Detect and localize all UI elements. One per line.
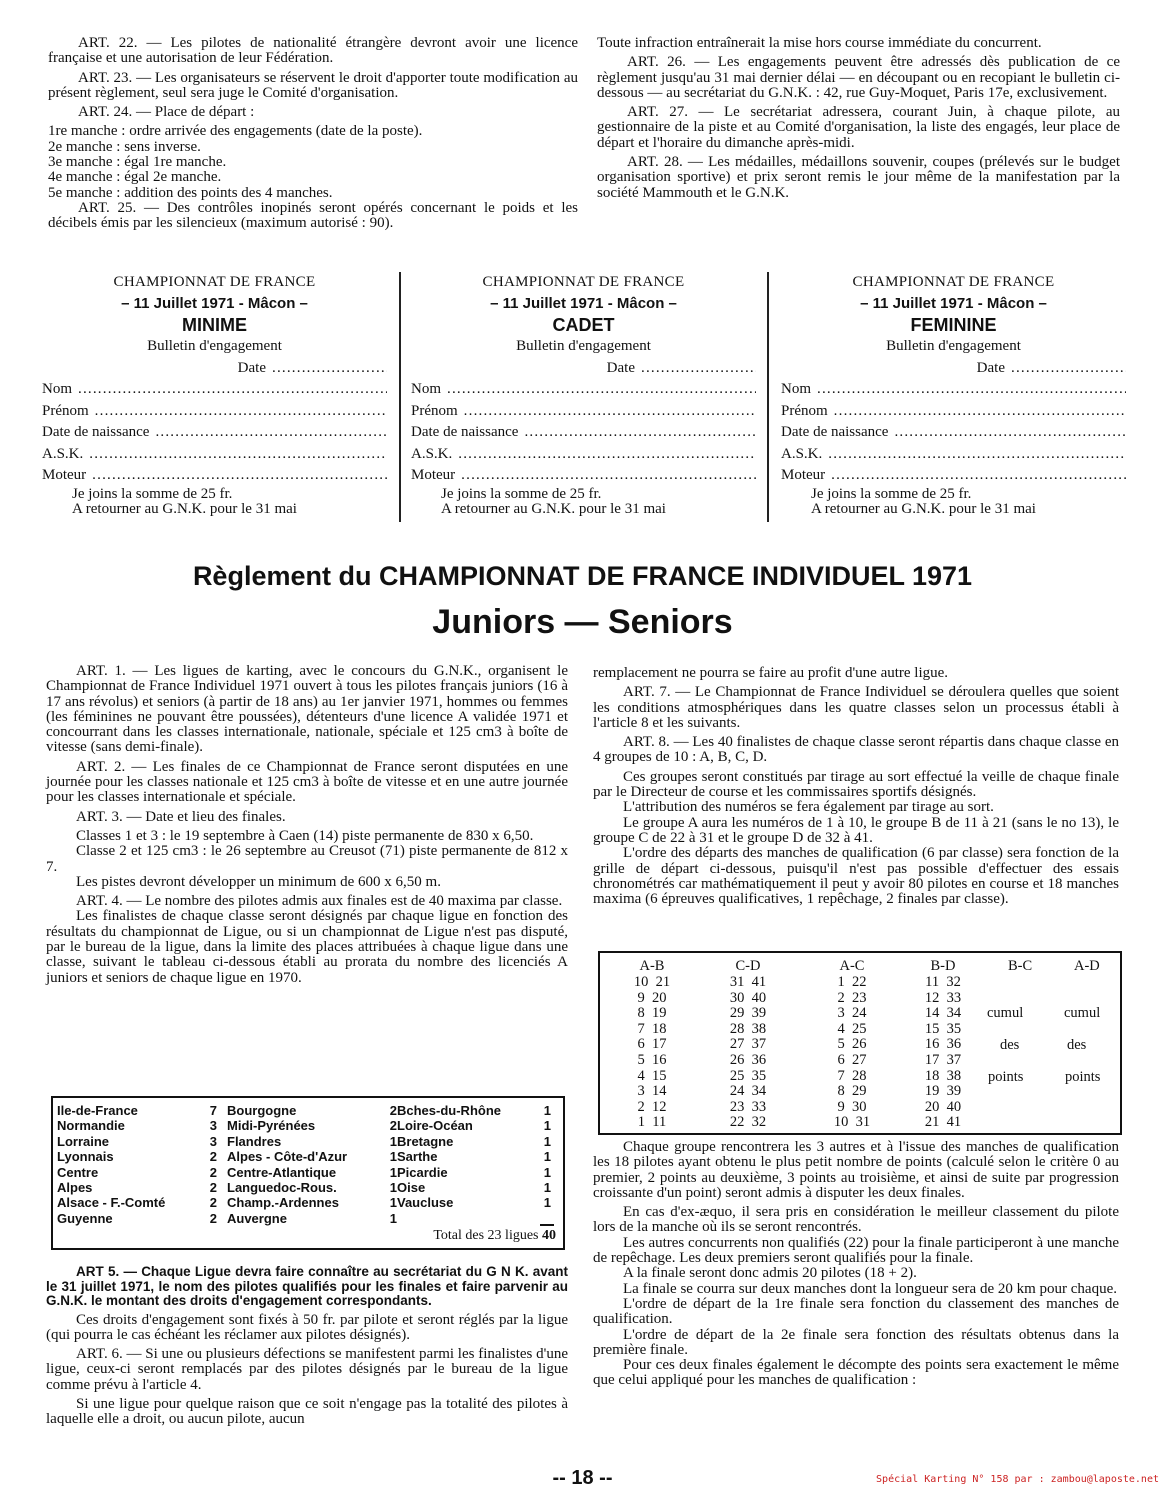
grille-cell: 2 23	[837, 989, 867, 1006]
ligue-name: Alpes - Côte-d'Azur	[227, 1149, 348, 1165]
ligue-row	[57, 1134, 217, 1149]
ligues-col-1	[57, 1103, 217, 1226]
bulletin-return: A retourner au G.N.K. pour le 31 mai	[811, 500, 1036, 517]
paragraph: ART. 6. — Si une ou plusieurs défections se manifestent parmi les finalistes d'une ligue, ceux-ci seront remplacés par des pilotes désignés par le bureau de la ligue comme prévu à l'article 4.	[46, 1346, 568, 1393]
bulletin-field-dots[interactable]	[828, 444, 1126, 466]
ligue-value: 1	[543, 1103, 551, 1118]
bulletin-field-label: Moteur	[411, 467, 456, 484]
grille-cell: 11 32	[925, 974, 961, 990]
grille-cell: 15 35	[924, 1020, 962, 1037]
ligue-name: Auvergne	[227, 1210, 287, 1226]
paragraph: ART. 24. — Place de départ :	[78, 104, 255, 121]
ligue-name: Picardie	[397, 1164, 448, 1180]
grille-ad-word-1: cumul	[1064, 1005, 1101, 1021]
grille-cell: 1 22	[837, 974, 867, 990]
bulletin-date-dots[interactable]	[641, 357, 756, 379]
paragraph: Ces droits d'engagement sont fixés à 50 fr. par pilote et seront réglés par la ligue (qui pourra le cas échéant les réclamer aux pilotes désignés).	[46, 1311, 568, 1343]
ligue-row	[57, 1211, 217, 1226]
ligue-name: Centre-Atlantique	[227, 1164, 337, 1180]
grille-cell: 18 38	[924, 1067, 962, 1084]
total-value: 40	[542, 1228, 556, 1243]
grille-cell: 22 32	[729, 1114, 767, 1131]
bulletin-field-label: Prénom	[411, 402, 458, 419]
top-right-column	[597, 36, 1120, 205]
manche-line: 3e manche : égal 1re manche.	[48, 154, 227, 171]
ligues-table	[51, 1096, 565, 1250]
paragraph: Les pistes devront développer un minimum de 600 x 6,50 m.	[76, 873, 441, 890]
grille-cell: 29 39	[729, 1005, 767, 1022]
grille-cell: 10 31	[833, 1114, 871, 1131]
ligue-name: Bretagne	[397, 1133, 454, 1149]
paragraph: ART. 25. — Des contrôles inopinés seront opérés concernant le poids et les décibels émis par les silencieux (maximum autorisé : 90).	[48, 199, 578, 232]
bulletin-field-dots[interactable]	[89, 444, 387, 466]
bulletin-field	[42, 465, 387, 487]
grille-col-ab	[622, 958, 682, 1131]
paragraph: Pour ces deux finales également le décompte des points sera exactement le même que celui appliqué pour les manches de qualification :	[593, 1357, 1119, 1389]
grille-ad-word-3: points	[1065, 1069, 1101, 1085]
ligue-row	[227, 1103, 397, 1118]
paragraph: ART. 7. — Le Championnat de France Individuel se déroulera quelles que soient les conditions atmosphériques dans les quatre classes selon un processus établi à l'article 8 et les suivants.	[593, 684, 1119, 731]
ligue-name: Guyenne	[57, 1210, 113, 1226]
ligue-name: Oise	[397, 1179, 426, 1195]
bulletin-event-date: – 11 Juillet 1971 - Mâcon –	[860, 295, 1047, 312]
bulletin-field-dots[interactable]	[831, 465, 1126, 487]
paragraph: L'attribution des numéros se fera également par tirage au sort.	[623, 799, 994, 816]
bulletin-date-row	[411, 357, 756, 379]
grille-header: B-D	[930, 958, 956, 974]
paragraph: Le groupe A aura les numéros de 1 à 10, le groupe B de 11 à 21 (sans le no 13), le groupe C de 22 à 31 et le groupe D de 32 à 41.	[593, 814, 1119, 846]
grille-header-bc: B-C	[1008, 958, 1033, 974]
ligue-name: Bches-du-Rhône	[397, 1103, 501, 1118]
grille-cell: 6 27	[837, 1051, 867, 1068]
paragraph: ART. 27. — Le secrétariat adressera, courant Juin, à chaque pilote, au gestionnaire de la piste et au Comité d'organisation, la liste des engagés, leur place de départ et l'horaire du dimanche après-midi.	[597, 104, 1120, 151]
ligue-row	[397, 1180, 551, 1195]
ligue-row	[227, 1211, 397, 1226]
grille-header: C-D	[735, 958, 761, 974]
bulletin-field	[42, 401, 387, 423]
ligue-value: 1	[389, 1133, 397, 1149]
grille-cell: 20 40	[924, 1098, 962, 1115]
bulletin-category: CADET	[552, 315, 615, 335]
paragraph: Classes 1 et 3 : le 19 septembre à Caen (14) piste permanente de 830 x 6,50.	[76, 827, 534, 844]
grille-cell: 1 11	[637, 1114, 667, 1131]
bulletin-field	[42, 422, 387, 444]
bulletin-field-label: Moteur	[42, 467, 87, 484]
ligue-row	[227, 1180, 397, 1195]
bulletin-event-date: – 11 Juillet 1971 - Mâcon –	[490, 295, 677, 312]
grille-cell: 26 36	[729, 1051, 767, 1068]
bulletin-return: A retourner au G.N.K. pour le 31 mai	[72, 500, 297, 517]
bulletin-championship: CHAMPIONNAT DE FRANCE	[852, 274, 1055, 290]
ligue-value: 1	[389, 1179, 397, 1195]
grille-cell: 6 17	[637, 1036, 667, 1053]
paragraph: L'ordre des départs des manches de qualification (6 par classe) sera fonction de la grille de départ ci-dessous, puisqu'il n'est pas possible d'effectuer des essais chronométrés car mathématiquement il peut y avoir 80 pilotes en course et 18 manches maxima (6 épreuves qualificatives, 1 repêchage, 2 finales par classe).	[593, 845, 1119, 908]
ligue-row	[57, 1165, 217, 1180]
grille-header-ad: A-D	[1074, 958, 1100, 974]
bulletin-return: A retourner au G.N.K. pour le 31 mai	[441, 500, 666, 517]
bulletin-field-label: Prénom	[42, 402, 89, 419]
bulletin-payment: Je joins la somme de 25 fr.	[441, 485, 602, 502]
grille-cell: 9 30	[837, 1098, 867, 1115]
ligue-value: 1	[543, 1133, 551, 1149]
bulletin-field-dots[interactable]	[92, 465, 387, 487]
grille-cell: 4 25	[837, 1020, 867, 1037]
grille-col-ac	[822, 958, 882, 1131]
ligue-name: Ile-de-France	[57, 1103, 138, 1118]
bulletin-field-label: Prénom	[781, 402, 828, 419]
paragraph: ART. 1. — Les ligues de karting, avec le concours du G.N.K., organisent le Championnat de France Individuel 1971 ouvert à tous les pilotes français juniors (16 à 17 ans révolus) et seniors (à partir de 18 ans) au 1er janvier 1971, hommes ou femmes (les féminines ne pouvant être poussées), détenteurs d'une licence A validée 1971 et concourrant dans les classes internationale, nationale, spéciale et 125 cm3 à boîte de vitesse (sans demi-finale).	[46, 663, 568, 756]
ligue-row	[227, 1118, 397, 1133]
ligue-row	[397, 1118, 551, 1133]
ligue-row	[57, 1195, 217, 1210]
grille-cell: 5 16	[637, 1051, 667, 1068]
bulletin-field	[411, 444, 756, 466]
grille-cell: 9 20	[637, 989, 667, 1006]
total-label: Total des 23 ligues	[433, 1228, 539, 1243]
right-column	[593, 666, 1119, 907]
paragraph: ART. 8. — Les 40 finalistes de chaque classe seront répartis dans chaque classe en 4 groupes de 10 : A, B, C, D.	[593, 734, 1119, 766]
bulletin-category: MINIME	[182, 315, 247, 335]
grille-cell: 7 18	[637, 1020, 667, 1037]
bulletin-header	[42, 272, 387, 357]
grille-cell: 14 34	[924, 1005, 962, 1022]
bulletin-field-label: Moteur	[781, 467, 826, 484]
paragraph: ART. 22. — Les pilotes de nationalité étrangère devront avoir une licence française et une autorisation de leur Fédération.	[48, 35, 578, 67]
bulletin-field	[781, 401, 1126, 423]
bulletin-subtitle: Bulletin d'engagement	[516, 338, 651, 354]
bulletin-championship: CHAMPIONNAT DE FRANCE	[482, 274, 685, 290]
bulletin-date-label: Date	[237, 360, 266, 376]
paragraph: Si une ligue pour quelque raison que ce soit n'engage pas la totalité des pilotes à laquelle elle a droit, ou aucun pilote, aucun	[46, 1395, 568, 1428]
grille-cell: 16 36	[924, 1036, 962, 1053]
bulletin-subtitle: Bulletin d'engagement	[886, 338, 1021, 354]
ligue-value: 1	[543, 1118, 551, 1134]
bulletin-field-label: Nom	[781, 381, 811, 397]
ligues-col-2	[227, 1103, 397, 1226]
ligue-name: Flandres	[227, 1133, 282, 1149]
bulletin-field	[781, 444, 1126, 466]
bulletin-divider	[399, 272, 401, 522]
ligue-value: 1	[543, 1195, 551, 1211]
ligue-value: 7	[209, 1103, 217, 1118]
grille-cell: 30 40	[729, 989, 767, 1006]
bulletin-category: FEMININE	[910, 315, 997, 335]
bulletin-field-label: Date de naissance	[781, 424, 889, 441]
bulletin-field-dots[interactable]	[95, 401, 387, 423]
manche-line: 2e manche : sens inverse.	[48, 138, 201, 155]
ligue-name: Normandie	[57, 1118, 125, 1134]
bulletin-date-label: Date	[606, 360, 635, 376]
bulletin-field	[781, 379, 1126, 401]
bulletin-championship: CHAMPIONNAT DE FRANCE	[113, 274, 316, 290]
bulletin-date-row	[42, 357, 387, 379]
ligue-row	[57, 1149, 217, 1164]
ligue-row	[227, 1195, 397, 1210]
ligue-row	[397, 1149, 551, 1164]
left-column-lower	[46, 1265, 568, 1432]
grille-bc-word-2: des	[1000, 1037, 1020, 1053]
grille-ad-word-2: des	[1067, 1037, 1087, 1053]
total-rule	[540, 1224, 554, 1226]
bulletin-field-dots[interactable]	[155, 422, 387, 444]
bulletin-header	[781, 272, 1126, 357]
credit-line: Spécial Karting N° 158 par : zambou@laposte.net	[876, 1474, 1159, 1485]
manche-line: 1re manche : ordre arrivée des engagements (date de la poste).	[48, 123, 423, 140]
ligue-row	[57, 1103, 217, 1118]
article-lead: ART 5. —	[76, 1264, 137, 1279]
ligue-value: 1	[543, 1179, 551, 1195]
bulletin-field-dots[interactable]	[458, 444, 756, 466]
bulletin-date-row	[781, 357, 1126, 379]
paragraph: Les finalistes de chaque classe seront désignés par chaque ligue en fonction des résultats du championnat de Ligue, ou si un championnat de Ligue n'est pas disputé, par le bureau de la ligue, dans la limite des places attribuées à chaque ligue dans une classe, suivant le tableau ci-dessous établi au prorata du nombre des licenciés A juniors et seniors de chaque ligue en 1970.	[46, 908, 568, 986]
grille-cell: 27 37	[729, 1036, 767, 1053]
ligue-value: 1	[389, 1149, 397, 1165]
bulletin-field	[781, 465, 1126, 487]
grille-depart	[598, 951, 1122, 1135]
grille-cell: 12 33	[924, 989, 962, 1006]
ligues-col-3	[397, 1103, 551, 1211]
bulletin-field-dots[interactable]	[834, 401, 1126, 423]
grille-cell: 23 33	[729, 1098, 767, 1115]
manche-line: 5e manche : addition des points des 4 manches.	[48, 184, 333, 201]
regulation-title: Règlement du CHAMPIONNAT DE FRANCE INDIVIDUEL 1971	[192, 561, 973, 591]
paragraph: Ces groupes seront constitués par tirage au sort effectué la veille de chaque finale par le Directeur de course et les commissaires sportifs désignés.	[593, 768, 1119, 801]
ligue-value: 2	[209, 1149, 217, 1165]
ligue-row	[227, 1149, 397, 1164]
bulletin-date-dots[interactable]	[272, 357, 387, 379]
grille-cell: 3 24	[837, 1005, 867, 1022]
ligue-value: 1	[389, 1164, 397, 1180]
bulletin-payment: Je joins la somme de 25 fr.	[72, 485, 233, 502]
bulletin-date-label: Date	[976, 360, 1005, 376]
grille-cell: 21 41	[924, 1114, 962, 1131]
ligues-total	[433, 1228, 556, 1244]
ligue-name: Sarthe	[397, 1149, 438, 1165]
bulletin-field-label: Date de naissance	[42, 424, 150, 441]
bulletin-feminine	[781, 272, 1126, 530]
paragraph: Chaque groupe rencontrera les 3 autres et à l'issue des manches de qualification les 18 pilotes ayant obtenu le plus petit nombre de points (calculé selon le critère 0 au premier, 2 points au deuxième, 3 points au troisième, et ainsi de suite par progression croissante d'un point) seront admis à disputer les deux finales.	[593, 1139, 1119, 1201]
manche-line: 4e manche : égal 2e manche.	[48, 169, 222, 186]
ligue-value: 1	[543, 1164, 551, 1180]
grille-cell: 10 21	[633, 974, 671, 990]
grille-cell: 7 28	[837, 1067, 867, 1084]
paragraph: La finale se courra sur deux manches dont la longueur sera de 20 km pour chaque.	[623, 1280, 1117, 1297]
ligue-name: Champ.-Ardennes	[227, 1195, 339, 1211]
ligue-value: 2	[209, 1164, 217, 1180]
bulletin-header	[411, 272, 756, 357]
paragraph: Classe 2 et 125 cm3 : le 26 septembre au Creusot (71) piste permanente de 812 x 7.	[46, 843, 568, 875]
grille-cell: 17 37	[924, 1051, 962, 1068]
paragraph: Les autres concurrents non qualifiés (22) pour la finale participeront à une manche de repêchage. Les deux premiers seront qualifiés pour la finale.	[593, 1234, 1119, 1267]
bulletin-field-dots[interactable]	[461, 465, 756, 487]
ligue-row	[227, 1165, 397, 1180]
bulletin-field-label: Date de naissance	[411, 424, 519, 441]
grille-cell: 31 41	[729, 974, 767, 990]
ligue-value: 2	[209, 1179, 217, 1195]
grille-cell: 4 15	[637, 1067, 667, 1084]
bulletin-subtitle: Bulletin d'engagement	[147, 338, 282, 354]
ligue-name: Languedoc-Rous.	[227, 1179, 337, 1195]
bulletin-field-label: A.S.K.	[42, 445, 84, 462]
bulletin-cadet	[411, 272, 756, 530]
ligue-row	[397, 1103, 551, 1118]
ligue-row	[397, 1195, 551, 1210]
grille-cell: 25 35	[729, 1067, 767, 1084]
grille-bc-word-1: cumul	[987, 1005, 1024, 1021]
bulletin-field-dots[interactable]	[894, 422, 1126, 444]
grille-header: A-C	[839, 958, 865, 974]
article-text: Chaque Ligue devra faire connaître au secrétariat du G N K. avant le 31 juillet 1971, le nom des pilotes qualifiés pour les finales et faire parvenir au G.N.K. le montant des droits d'engagement correspondants.	[46, 1264, 568, 1308]
bulletin-field	[42, 379, 387, 401]
bulletin-date-dots[interactable]	[1011, 357, 1126, 379]
ligue-name: Vaucluse	[397, 1195, 454, 1211]
ligue-row	[227, 1134, 397, 1149]
paragraph: En cas d'ex-æquo, il sera pris en considération le meilleur classement du pilote lors de la manche où ils se seront rencontrés.	[593, 1204, 1119, 1236]
page-number: -- 18 --	[552, 1467, 613, 1489]
regulation-subtitle: Juniors — Seniors	[432, 603, 733, 641]
article-bold	[46, 1265, 568, 1309]
bulletin-footer	[42, 487, 387, 517]
paragraph: ART. 26. — Les engagements peuvent être adressés dès publication de ce règlement jusqu'au 31 mai dernier délai — en découpant ou en recopiant le bulletin ci-dessous — au secrétariat du G.N.K. : 42, rue Guy-Moquet, Paris 17e, exclusivement.	[597, 54, 1120, 101]
bulletin-field-dots[interactable]	[447, 379, 756, 401]
bulletin-payment: Je joins la somme de 25 fr.	[811, 485, 972, 502]
ligue-value: 3	[209, 1118, 217, 1134]
bulletin-field-label: A.S.K.	[781, 445, 823, 462]
ligue-name: Bourgogne	[227, 1103, 297, 1118]
ligue-name: Alsace - F.-Comté	[57, 1195, 166, 1211]
bulletin-field-dots[interactable]	[524, 422, 756, 444]
ligue-row	[397, 1134, 551, 1149]
ligue-value: 1	[389, 1195, 397, 1211]
grille-cell: 5 26	[837, 1036, 867, 1053]
bulletin-field-dots[interactable]	[464, 401, 756, 423]
bulletin-event-date: – 11 Juillet 1971 - Mâcon –	[121, 295, 308, 312]
ligue-value: 3	[209, 1133, 217, 1149]
paragraph: A la finale seront donc admis 20 pilotes (18 + 2).	[623, 1265, 917, 1282]
ligue-row	[57, 1118, 217, 1133]
grille-cell: 2 12	[637, 1098, 667, 1115]
bulletin-field-label: A.S.K.	[411, 445, 453, 462]
paragraph: remplacement ne pourra se faire au profit d'une autre ligue.	[593, 665, 949, 681]
ligue-name: Alpes	[57, 1179, 93, 1195]
grille-cell: 8 29	[837, 1083, 867, 1100]
ligue-name: Loire-Océan	[397, 1118, 473, 1134]
grille-header: A-B	[639, 958, 665, 974]
bulletin-field	[411, 401, 756, 423]
bulletin-footer	[781, 487, 1126, 517]
ligue-value: 2	[389, 1118, 397, 1134]
ligue-name: Lyonnais	[57, 1149, 114, 1165]
bulletin-field	[42, 444, 387, 466]
bulletin-divider	[767, 272, 769, 522]
ligue-value: 1	[543, 1149, 551, 1165]
bulletin-footer	[411, 487, 756, 517]
paragraph: ART. 4. — Le nombre des pilotes admis aux finales est de 40 maxima par classe.	[76, 893, 563, 910]
ligue-value: 1	[389, 1210, 397, 1226]
paragraph: ART. 23. — Les organisateurs se réservent le droit d'apporter toute modification au présent règlement, seul sera juge le Comité d'organisation.	[48, 69, 578, 101]
top-left-column	[48, 36, 578, 236]
grille-cell: 8 19	[637, 1005, 667, 1022]
ligue-value: 2	[209, 1195, 217, 1211]
grille-cell: 24 34	[729, 1083, 767, 1100]
bulletin-field-label: Nom	[411, 381, 441, 397]
bulletin-field-dots[interactable]	[78, 379, 387, 401]
paragraph: ART. 2. — Les finales de ce Championnat de France seront disputées en une journée pour les classes nationale et 125 cm3 à boîte de vitesse et en une autre journée pour les classes internationale et spéciale.	[46, 758, 568, 806]
bulletin-field-label: Nom	[42, 381, 72, 397]
bulletin-field	[411, 465, 756, 487]
bulletin-field	[411, 422, 756, 444]
grille-bc-word-3: points	[988, 1069, 1024, 1085]
ligue-value: 2	[209, 1210, 217, 1226]
ligue-name: Lorraine	[57, 1133, 110, 1149]
ligue-name: Centre	[57, 1164, 99, 1180]
bulletin-minime	[42, 272, 387, 530]
paragraph: L'ordre de départ de la 2e finale sera fonction des résultats obtenus dans la première finale.	[593, 1326, 1119, 1358]
grille-cell: 19 39	[924, 1083, 962, 1100]
ligue-row	[397, 1165, 551, 1180]
paragraph: L'ordre de départ de la 1re finale sera fonction du classement des manches de qualification.	[593, 1295, 1119, 1328]
ligue-row	[57, 1180, 217, 1195]
paragraph: ART. 3. — Date et lieu des finales.	[76, 808, 286, 825]
bulletin-field	[781, 422, 1126, 444]
bulletin-field	[411, 379, 756, 401]
grille-col-cd	[718, 958, 778, 1131]
left-column	[46, 664, 568, 990]
ligue-name: Midi-Pyrénées	[227, 1118, 316, 1134]
grille-cell: 28 38	[729, 1020, 767, 1037]
ligue-value: 2	[389, 1103, 397, 1118]
grille-col-bd	[913, 958, 973, 1131]
right-column-lower	[593, 1140, 1119, 1393]
grille-cell: 3 14	[637, 1083, 667, 1100]
bulletin-field-dots[interactable]	[817, 379, 1126, 401]
paragraph: ART. 28. — Les médailles, médaillons souvenir, coupes (prélevés sur le budget organisation sportive) et prix seront remis le jour même de la manifestation par la société Mammouth et le G.N.K.	[597, 154, 1120, 201]
paragraph: Toute infraction entraînerait la mise hors course immédiate du concurrent.	[597, 35, 1042, 51]
